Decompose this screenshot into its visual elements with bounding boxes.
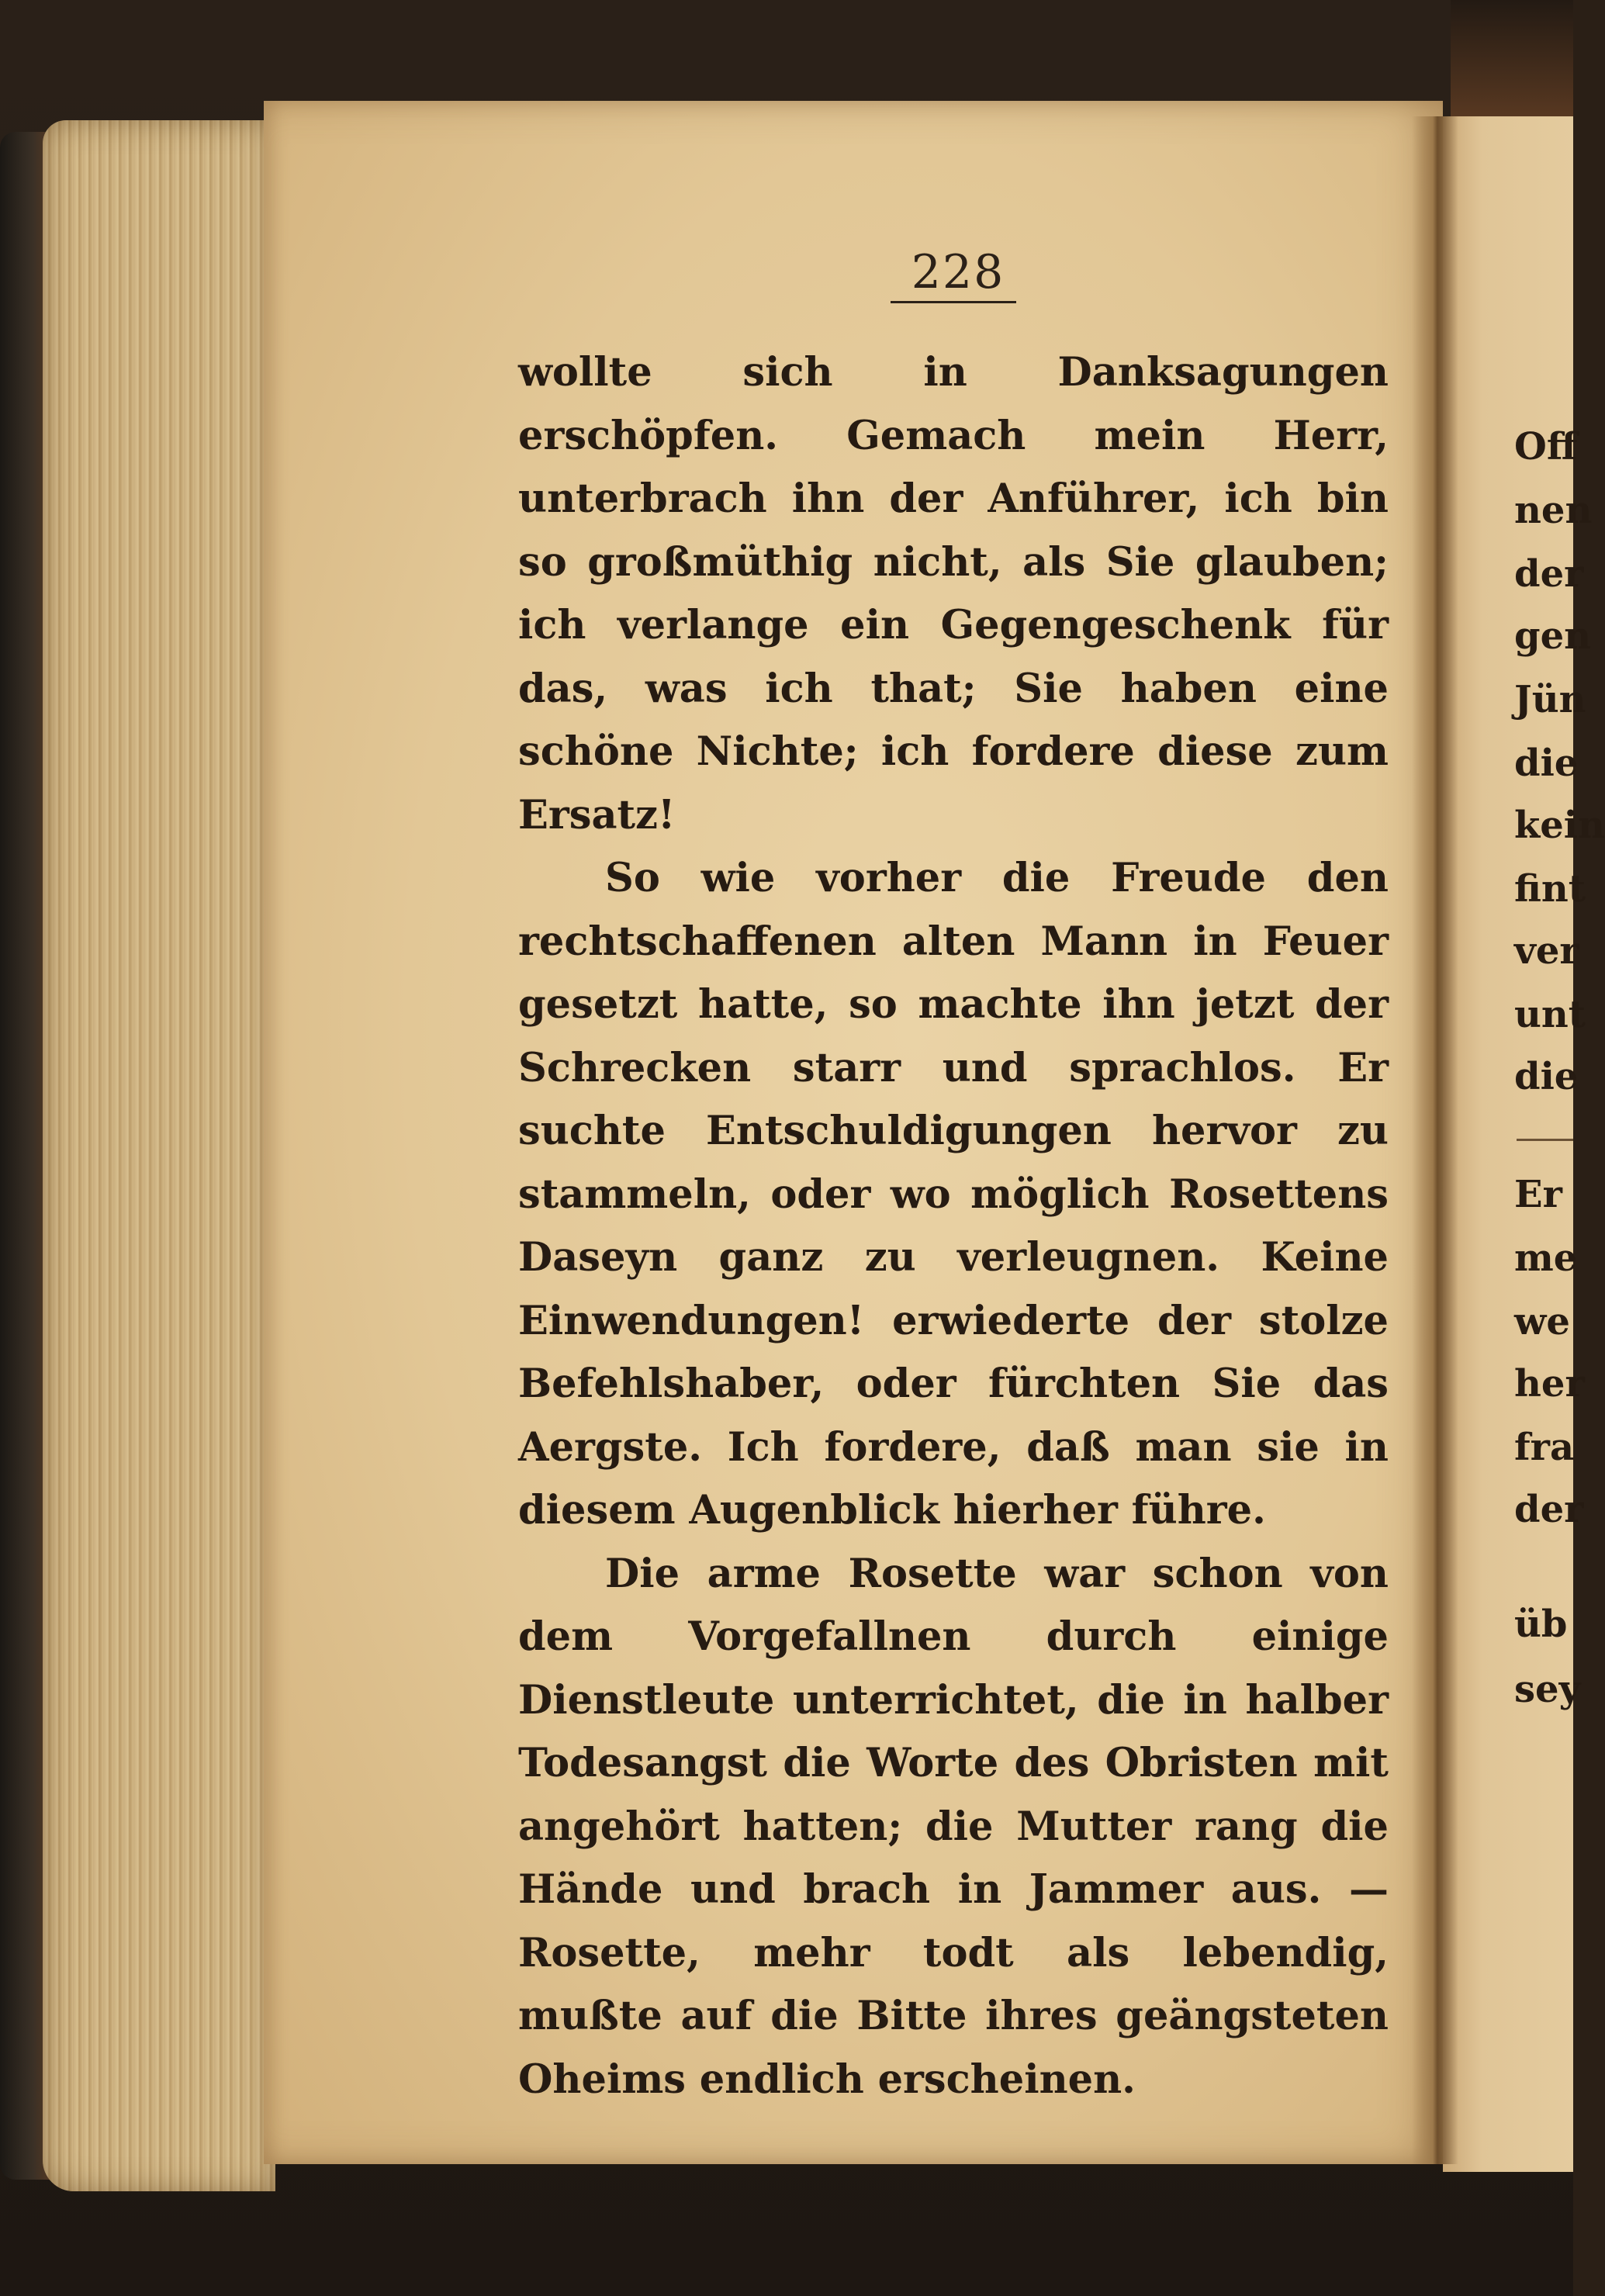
main-text-block [518,341,1389,2111]
right-page-fragment: der [1514,1488,1584,1531]
right-page-fragment: ver [1514,929,1579,973]
right-page-fragment: sey [1514,1668,1581,1711]
page-number: 228 [911,245,1005,299]
right-page-fragment: kein [1514,804,1605,847]
right-page-fragment: Jün [1514,678,1586,721]
right-page-fragment: unt [1514,993,1586,1036]
paragraph-3: Die arme Rosette war schon von dem Vorgefallnen durch einige Dienstleute unterrichtet, die in halber Todesangst die Worte des Obristen mit angehört hatten; die Mutter rang die Hände und brach in Jammer aus. — Rosette, mehr todt als lebendig, mußte auf die Bitte ihres geängsteten Oheims endlich erscheinen. [518,1550,1389,2103]
right-page-fragment: nen [1514,489,1593,532]
paragraph-2: So wie vorher die Freude den rechtschaffenen alten Mann in Feuer gesetzt hatte, so machte ihn jetzt der Schrecken starr und sprachlos. Er suchte Entschuldigungen hervor zu stammeln, oder wo möglich Rosettens Daseyn ganz zu verleugnen. Keine Einwendungen! erwiederte der stolze Befehlshaber, oder fürchten Sie das Aergste. Ich fordere, daß man sie in diesem Augenblick hierher führe. [518,855,1389,1534]
page-number-rule [891,301,1016,303]
book-gutter [1412,116,1458,2164]
right-page-fragment: Er [1514,1173,1562,1216]
right-page-fragment: we [1514,1300,1570,1343]
right-page-fragment: fra [1514,1426,1575,1469]
right-page-rule [1517,1139,1573,1141]
paragraph-1: wollte sich in Danksagungen erschöpfen. Gemach mein Herr, unterbrach ihn der Anführer, ich bin so großmüthig nicht, als Sie glauben; ich verlange ein Gegengeschenk für das, was ich that; Sie haben eine schöne Nichte; ich fordere diese zum Ersatz! [518,349,1389,839]
right-page-fragment: fint [1514,867,1586,911]
right-page-fragment: gen [1514,614,1591,658]
right-page-fragment: die [1514,1055,1579,1098]
right-page-fragment: der [1514,552,1584,596]
right-page-fragment: üb [1514,1603,1568,1646]
right-page-fragment: her [1514,1362,1585,1406]
right-page-fragment: Off [1514,425,1578,469]
page-edges-stack [43,120,275,2191]
right-page-fragment: die [1514,742,1579,785]
right-page-fragment: me [1514,1236,1578,1280]
